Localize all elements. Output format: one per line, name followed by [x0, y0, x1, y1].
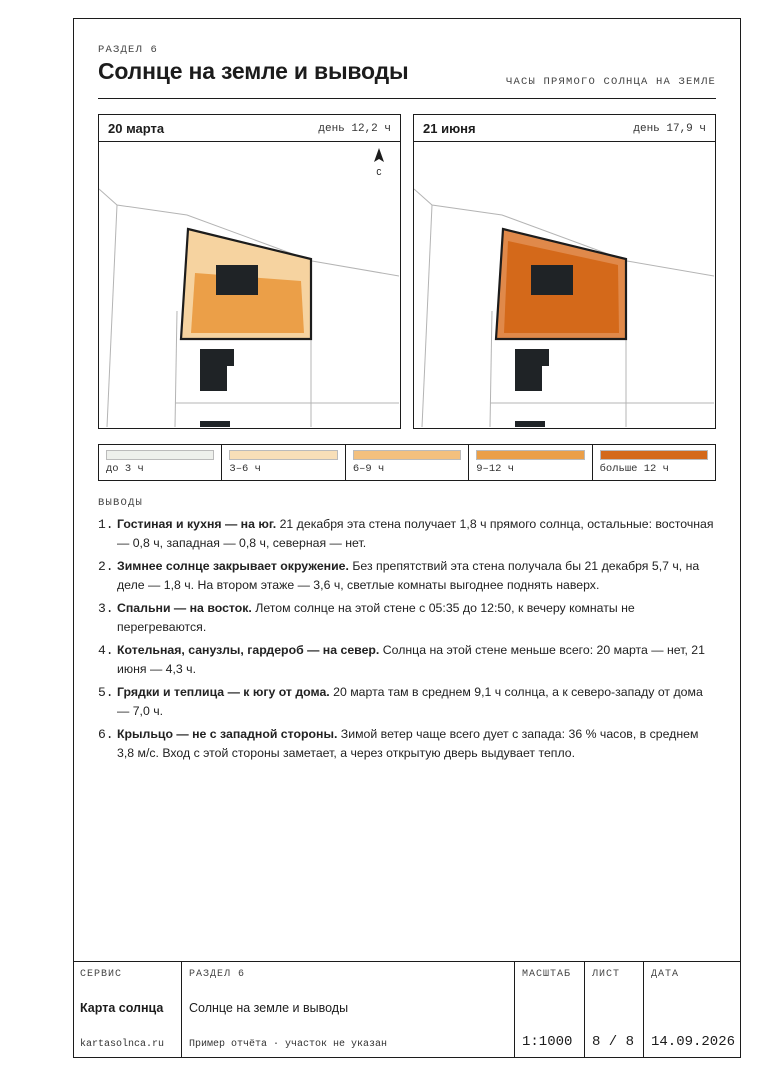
stamp-section — [181, 962, 514, 1058]
finding-text: 21 декабря эта стена получает 1,8 ч прямого солнца, остальные: восточная — 0,8 ч, западная — 0,8 ч, северная — нет. — [117, 517, 714, 550]
panel-day-length: день 17,9 ч — [633, 123, 706, 135]
stamp-section-note: Пример отчёта · участок не указан — [189, 1039, 388, 1050]
legend-label: 3–6 ч — [229, 463, 261, 475]
stamp-section-title: Солнце на земле и выводы — [189, 1001, 349, 1015]
neighbor-building — [515, 349, 549, 366]
legend-item — [469, 445, 592, 480]
legend-swatch — [600, 450, 708, 460]
finding-number: 6. — [98, 727, 114, 742]
panel-header — [414, 115, 715, 142]
stamp-service-label: СЕРВИС — [80, 969, 123, 980]
house-footprint — [216, 265, 258, 295]
north-label: С — [376, 168, 382, 178]
stamp-scale-label: МАСШТАБ — [522, 969, 572, 980]
finding-title: Грядки и теплица — к югу от дома. — [117, 685, 330, 699]
finding-text: 20 марта там в среднем 9,1 ч солнца, а к северо-западу от дома — 7,0 ч. — [117, 685, 703, 718]
sun-map-june — [413, 114, 716, 429]
finding-title: Котельная, санузлы, гардероб — на север. — [117, 643, 380, 657]
findings-heading: ВЫВОДЫ — [98, 497, 144, 509]
finding-text: Солнца на этой стене меньше всего: 20 марта — нет, 21 июня — 4,3 ч. — [117, 643, 705, 676]
north-arrow — [374, 148, 384, 178]
finding-item — [98, 641, 718, 679]
legend-label: 6–9 ч — [352, 463, 385, 475]
legend-item — [346, 445, 469, 480]
stamp-section-label: РАЗДЕЛ 6 — [189, 969, 246, 980]
finding-text: Летом солнце на этой стене с 05:35 до 12:50, к вечеру комнаты не перегреваются. — [117, 601, 635, 634]
stamp-scale — [514, 962, 584, 1058]
neighbor-building — [200, 349, 234, 366]
sun-map-march — [98, 114, 401, 429]
finding-text: Зимой ветер чаще всего дует с запада: 36 % часов, в среднем 3,8 м/с. Вход с этой стороны заметает, а через открытую дверь выдувает тепло. — [117, 727, 699, 760]
stamp-scale-value: 1:1000 — [522, 1034, 573, 1050]
panel-date: 20 марта — [108, 121, 165, 136]
title-divider — [98, 98, 716, 99]
finding-number: 3. — [98, 601, 114, 616]
panel-header — [99, 115, 400, 142]
finding-number: 4. — [98, 643, 114, 658]
legend-swatch — [106, 450, 214, 460]
section-label: РАЗДЕЛ 6 — [98, 44, 159, 56]
finding-item — [98, 683, 718, 721]
stamp-sheet — [584, 962, 643, 1058]
stamp-service — [73, 962, 181, 1058]
panel-date: 21 июня — [423, 121, 476, 136]
neighbor-building — [515, 421, 545, 427]
finding-number: 1. — [98, 517, 114, 532]
panel-day-length: день 12,2 ч — [318, 123, 391, 135]
stamp-date-label: ДАТА — [651, 969, 680, 980]
legend-swatch — [353, 450, 461, 460]
stamp-service-name: Карта солнца — [80, 1001, 164, 1015]
title-caption: ЧАСЫ ПРЯМОГО СОЛНЦА НА ЗЕМЛЕ — [505, 76, 716, 88]
finding-item — [98, 599, 718, 637]
legend-label: до 3 ч — [106, 463, 144, 475]
legend-label: больше 12 ч — [599, 463, 669, 475]
finding-title: Гостиная и кухня — на юг. — [117, 517, 277, 531]
finding-title: Зимнее солнце закрывает окружение. — [117, 559, 349, 573]
stamp-sheet-label: ЛИСТ — [592, 969, 621, 980]
findings-list — [98, 515, 718, 767]
stamp-date-value: 14.09.2026 — [651, 1034, 736, 1050]
legend-item — [222, 445, 345, 480]
sun-map-canvas — [99, 141, 399, 427]
stamp-sheet-value: 8 / 8 — [592, 1034, 635, 1050]
finding-text: Без препятствий эта стена получала бы 21 декабря 5,7 ч, на деле — 1,8 ч. На втором этаже — 3,6 ч, светлые комнаты выгоднее поднять наверх. — [117, 559, 700, 592]
finding-item — [98, 515, 718, 553]
north-arrow-icon — [374, 148, 384, 162]
sun-hours-legend — [98, 444, 716, 481]
neighbor-building — [515, 365, 542, 391]
legend-swatch — [476, 450, 584, 460]
house-footprint — [531, 265, 573, 295]
finding-title: Крыльцо — не с западной стороны. — [117, 727, 338, 741]
finding-item — [98, 725, 718, 763]
title-block — [73, 961, 741, 1058]
neighbor-building — [200, 421, 230, 427]
finding-number: 2. — [98, 559, 114, 574]
legend-label: 9–12 ч — [476, 463, 515, 475]
finding-number: 5. — [98, 685, 114, 700]
stamp-date — [643, 962, 741, 1058]
page-title: Солнце на земле и выводы — [98, 58, 409, 84]
finding-title: Спальни — на восток. — [117, 601, 252, 615]
finding-item — [98, 557, 718, 595]
sun-map-canvas — [414, 141, 714, 427]
stamp-service-url[interactable]: kartasolnca.ru — [80, 1039, 165, 1050]
legend-item — [593, 445, 715, 480]
legend-swatch — [229, 450, 337, 460]
legend-item — [99, 445, 222, 480]
neighbor-building — [200, 365, 227, 391]
